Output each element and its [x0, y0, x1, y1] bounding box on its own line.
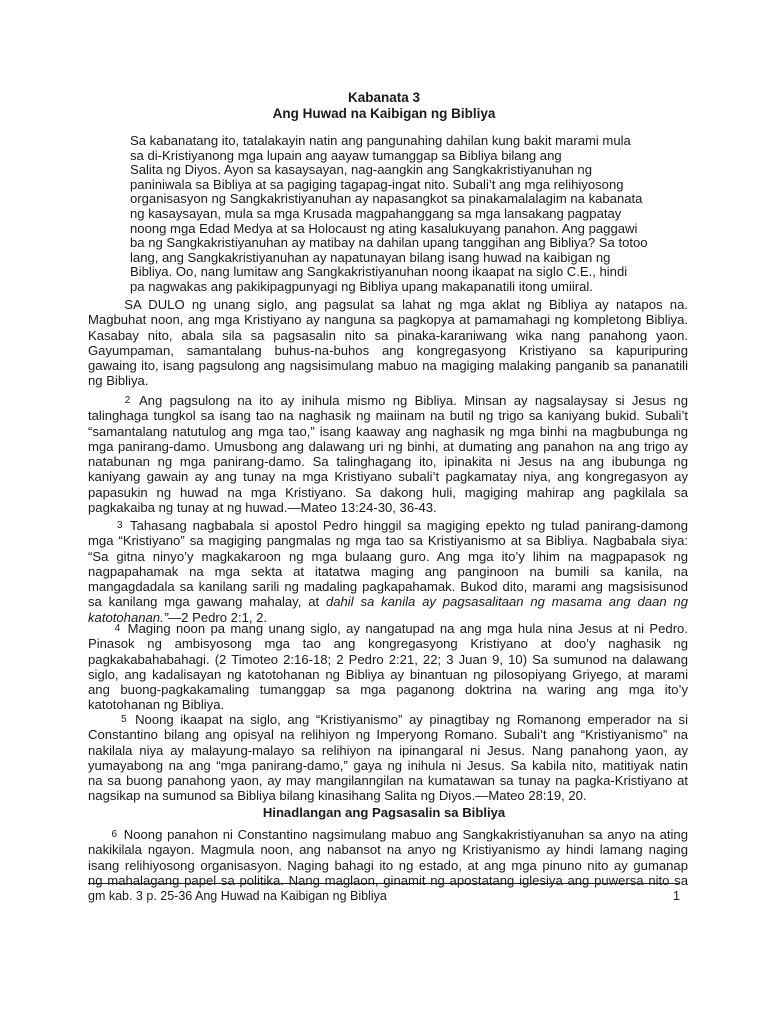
paragraph-number: 2	[124, 395, 131, 406]
paragraph-5	[88, 712, 688, 804]
paragraph-3	[88, 518, 688, 625]
paragraph-line: 2 Ang pagsulong na ito ay inihula mismo ng Bibliya. Minsan ay nagsalaysay si Jesus ng	[124, 393, 688, 408]
intro-line: pa nagwakas ang pakikipagpunyagi ng Bibliya upang makapanatili itong umiiral.	[130, 278, 593, 294]
paragraph-line: SA DULO ng unang siglo, ang pagsulat sa lahat ng mga aklat ng Bibliya ay natapos na.	[88, 297, 688, 312]
paragraph-6	[88, 827, 688, 888]
paragraph-line: pagkakabahabahagi. (2 Timoteo 2:16-18; 2 Pedro 2:21, 22; 3 Juan 9, 10) Sa sumunod na dalawang	[88, 651, 688, 667]
intro-line: Bibliya. Oo, nang lumitaw ang Sangkakristiyanuhan noong ikaapat na siglo C.E., hindi	[130, 264, 628, 280]
paragraph-line: siglo, ang kadalisayan ng katotohanan ng Bibliya ay binantuan ng pilosopiyang Griyego, at marami	[88, 666, 688, 682]
paragraph-line: nagsikap na sumunod sa Bibliya bilang kinasihang Salita ng Diyos.—Mateo 28:19, 20.	[88, 788, 587, 804]
paragraph-line: 6 Noong panahon ni Constantino nagsimulang mabuo ang Sangkakristiyanuhan sa anyo na ating	[111, 827, 688, 842]
paragraph-line: gawaing ito, isang pagsulong ang nagsisimulang mabuo na magiging malaking panganib sa pananatili	[88, 358, 688, 374]
footer-reference: gm kab. 3 p. 25-36 Ang Huwad na Kaibigan ng Bibliya	[88, 889, 387, 903]
intro-line: Sa kabanatang ito, tatalakayin natin ang pangunahing dahilan kung bakit marami mula	[130, 133, 631, 148]
paragraph-2	[88, 393, 688, 515]
paragraph-number: 5	[120, 714, 127, 725]
paragraph-line: Kasabay nito, abala sila sa pagsasalin nito sa pinaka-karaniwang wika nang panahong yaon.	[88, 327, 688, 343]
intro-line: Salita ng Diyos. Ayon sa kasaysayan, nag-aangkin ang Sangkakristiyanuhan ng	[130, 162, 592, 178]
paragraph-line: katotohanan ng Bibliya.	[88, 697, 225, 713]
paragraph-4	[88, 621, 688, 713]
paragraph-line: 3 Tahasang nagbabala si apostol Pedro hinggil sa magiging epekto ng tulad panirang-damong	[116, 518, 688, 533]
paragraph-line: yumayabong na ang “mga panirang-damo,” gaya ng inihula ni Jesus. Sa kabila nito, matitiyak natin	[88, 757, 688, 773]
paragraph-line: talinghaga tungkol sa isang tao na naghasik ng maiinam na butil ng trigo sa kaniyang bukid. Subali’t	[88, 408, 688, 424]
paragraph-line: sa kanilang mga gawang mahalay, at dahil sa kanila ay pagsasalitaan ng masama ang daan ng	[88, 594, 688, 610]
intro-line: noong mga Edad Medya at sa Holocaust ng ating kasalukuyang panahon. Ang paggawi	[130, 220, 638, 236]
paragraph-line: ang buong-pagkakamaling tumanggap sa mga paganong doktrina na waring ang mga ito’y	[88, 682, 688, 698]
paragraph-line: katotohanan.”—2 Pedro 2:1, 2.	[88, 609, 268, 625]
paragraph-line: na sa buong panahong yaon, ay may mangilanngilan na kumatawan sa tunay na pagka-Kristiyano at	[88, 773, 688, 789]
paragraph-line: ng Bibliya.	[88, 373, 149, 389]
paragraph-line: “Sa gitna ninyo’y magkakaroon ng mga bulaang guro. Ang mga ito’y lihim na magpapasok ng	[88, 548, 688, 564]
paragraph-1	[88, 297, 688, 389]
intro-line: organisasyon ng Sangkakristiyanuhan ay napasangkot sa pinakamalalagim na kabanata	[130, 191, 643, 207]
paragraph-line: papasukin ng huwad na mga Kristiyano. Sa dakong huli, magiging mahirap ang pagkilala sa	[88, 484, 688, 500]
paragraph-number: 4	[114, 623, 121, 634]
paragraph-line: isang relihiyosong organisasyon. Naging bahagi ito ng estado, at ang mga pinuno nito ay gumanap	[88, 857, 688, 873]
chapter-label: Kabanata 3	[347, 90, 421, 105]
footer-divider	[88, 883, 680, 884]
paragraph-line: ng mahalagang papel sa politika. Nang maglaon, ginamit ng apostatang iglesiya ang puwersa nito sa	[88, 872, 688, 888]
paragraph-line: “samantalang natutulog ang mga tao,” isang kaaway ang naghasik ng mga binhi na magbubunga ng	[88, 423, 688, 439]
paragraph-line: Gayumpaman, samantalang buhus-na-buhos ang kongregasyong Kristiyano sa kapuripuring	[88, 342, 688, 358]
paragraph-line: mga panirang-damo. Umusbong ang dalawang uri ng binhi, at dumating ang panahon na ang trigo ay	[88, 438, 688, 454]
page-number: 1	[673, 889, 680, 903]
paragraph-number: 6	[111, 829, 118, 840]
paragraph-line: kaniyang gawain ay ang tunay na mga Kristiyano subali’t pagkamatay niya, ang kongregasyon ay	[88, 469, 688, 485]
chapter-heading	[0, 90, 768, 122]
paragraph-line: nakilala niya ay malayung-malayo sa relihiyon na ipinangaral ni Jesus. Nang panahong yaon, ay	[88, 742, 688, 758]
page-footer	[88, 889, 680, 903]
chapter-intro	[130, 134, 660, 295]
intro-line: ba ng Sangkakristiyanuhan ay matibay na dahilan upang tanggihan ang Bibliya? Sa totoo	[130, 235, 648, 251]
paragraph-line: 5 Noong ikaapat na siglo, ang “Kristiyanismo” ay pinagtibay ng Romanong emperador na si	[120, 712, 688, 727]
chapter-title: Ang Huwad na Kaibigan ng Bibliya	[272, 106, 496, 121]
paragraph-line: nakikilala ngayon. Magmula noon, ang nabansot na anyo ng Kristiyanismo ay hindi lamang naging	[88, 842, 688, 858]
paragraph-line: 4 Maging noon pa mang unang siglo, ay nangatupad na ang mga hula nina Jesus at ni Pedro.	[114, 621, 688, 636]
intro-line: lang, ang Sangkakristiyanuhan ay napatunayan bilang isang huwad na kaibigan ng	[130, 249, 611, 265]
paragraph-line: nagpapahamak na mga sekta at itatatwa maging ang panginoon na bumili sa kanila, na	[88, 563, 688, 579]
paragraph-line: Magbuhat noon, ang mga Kristiyano ay nanguna sa pagkopya at pamamahagi ng kompletong Bibliya.	[88, 312, 688, 328]
section-subheading: Hinadlangan ang Pagsasalin sa Bibliya	[262, 805, 506, 820]
paragraph-line: Pinasok ng ambisyosong mga tao ang kongregasyong Kristiyano at doo’y naghasik ng	[88, 636, 688, 652]
paragraph-line: pagkakaiba ng tunay at ng huwad.—Mateo 13:24-30, 36-43.	[88, 500, 437, 516]
paragraph-line: natabunan ng mga panirang-damo. Sa talinghagang ito, ipinakita ni Jesus na ang ibubunga ng	[88, 454, 688, 470]
intro-line: sa di-Kristiyanong mga lupain ang aayaw tumanggap sa Bibliya bilang ang	[130, 147, 562, 163]
paragraph-line: Constantino bilang ang opisyal na relihiyon ng Imperyong Romano. Subali’t ang “Kristiyanismo” na	[88, 727, 688, 743]
paragraph-line: mangagdadala sa kanilang sarili ng madaling pagkapahamak. Bukod dito, marami ang magsisisunod	[88, 579, 688, 595]
paragraph-number: 3	[116, 520, 123, 531]
intro-line: ng kasaysayan, mula sa mga Krusada magpahanggang sa mga lansakang pagpatay	[130, 205, 622, 221]
paragraph-line: mga “Kristiyano” sa magiging pangmalas ng mga tao sa Kristiyanismo at sa Bibliya. Nagbabala siya:	[88, 533, 688, 549]
intro-line: paniniwala sa Bibliya at sa pagiging tagapag-ingat nito. Subali’t ang mga relihiyosong	[130, 176, 624, 192]
